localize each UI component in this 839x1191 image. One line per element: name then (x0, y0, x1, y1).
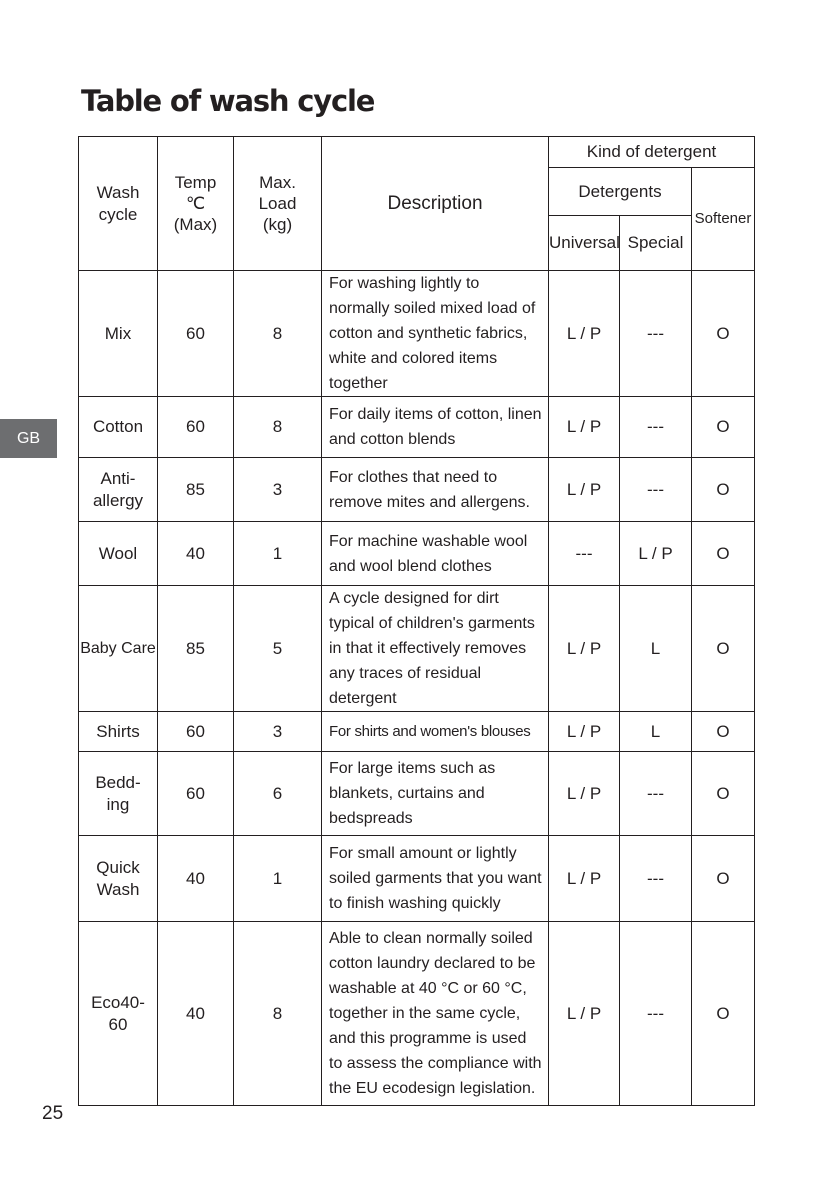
description-text: For daily items of cotton, linen and cotton blends (322, 397, 549, 458)
temp-value: 85 (158, 586, 234, 712)
special-value: L (620, 586, 692, 712)
description-text: For washing lightly to normally soiled mixed load of cotton and synthetic fabrics, white and colored items together (322, 271, 549, 397)
universal-value: L / P (549, 836, 620, 922)
temp-value: 60 (158, 397, 234, 458)
universal-value: L / P (549, 397, 620, 458)
softener-value: O (692, 397, 755, 458)
temp-value: 40 (158, 836, 234, 922)
softener-value: O (692, 458, 755, 522)
special-value: --- (620, 752, 692, 836)
header-wash-cycle: Wash cycle (79, 137, 158, 271)
softener-value: O (692, 271, 755, 397)
special-value: --- (620, 458, 692, 522)
temp-value: 60 (158, 271, 234, 397)
header-temp: Temp ℃ (Max) (158, 137, 234, 271)
page-number: 25 (42, 1103, 64, 1124)
table-row (79, 922, 755, 1106)
softener-value: O (692, 922, 755, 1106)
table-row (79, 458, 755, 522)
temp-value: 40 (158, 922, 234, 1106)
header-universal: Universal (549, 216, 620, 271)
header-description: Description (322, 137, 549, 271)
softener-value: O (692, 836, 755, 922)
softener-value: O (692, 586, 755, 712)
softener-value: O (692, 522, 755, 586)
table-row (79, 397, 755, 458)
wash-cycle-table (78, 136, 755, 1106)
cycle-name: Mix (79, 271, 158, 397)
universal-value: L / P (549, 922, 620, 1106)
temp-value: 40 (158, 522, 234, 586)
table-row (79, 836, 755, 922)
header-max-load: Max. Load (kg) (234, 137, 322, 271)
temp-value: 60 (158, 752, 234, 836)
load-value: 1 (234, 522, 322, 586)
universal-value: L / P (549, 271, 620, 397)
page-title: Table of wash cycle (81, 84, 375, 118)
universal-value: L / P (549, 586, 620, 712)
description-text: For machine washable wool and wool blend clothes (322, 522, 549, 586)
cycle-name: Shirts (79, 712, 158, 752)
table-row (79, 522, 755, 586)
header-softener: Softener (692, 168, 755, 271)
load-value: 5 (234, 586, 322, 712)
universal-value: --- (549, 522, 620, 586)
load-value: 6 (234, 752, 322, 836)
load-value: 3 (234, 458, 322, 522)
cycle-name: Wool (79, 522, 158, 586)
table-row (79, 712, 755, 752)
temp-value: 60 (158, 712, 234, 752)
language-tab: GB (0, 419, 57, 458)
load-value: 3 (234, 712, 322, 752)
cycle-name: Cotton (79, 397, 158, 458)
description-text: For clothes that need to remove mites and allergens. (322, 458, 549, 522)
universal-value: L / P (549, 458, 620, 522)
description-text: For large items such as blankets, curtains and bedspreads (322, 752, 549, 836)
cycle-name: Anti- allergy (79, 458, 158, 522)
cycle-name: Quick Wash (79, 836, 158, 922)
header-special: Special (620, 216, 692, 271)
softener-value: O (692, 752, 755, 836)
load-value: 8 (234, 922, 322, 1106)
cycle-name: Bedd- ing (79, 752, 158, 836)
description-text: For small amount or lightly soiled garments that you want to finish washing quickly (322, 836, 549, 922)
special-value: --- (620, 271, 692, 397)
cycle-name: Baby Care (79, 586, 158, 712)
special-value: --- (620, 922, 692, 1106)
table-row (79, 271, 755, 397)
special-value: --- (620, 836, 692, 922)
load-value: 8 (234, 397, 322, 458)
load-value: 1 (234, 836, 322, 922)
universal-value: L / P (549, 752, 620, 836)
description-text: Able to clean normally soiled cotton laundry declared to be washable at 40 °C or 60 °C, together in the same cycle, and this programme is used to assess the compliance with the EU ecodesign legislation. (322, 922, 549, 1106)
header-detergents: Detergents (549, 168, 692, 216)
special-value: L / P (620, 522, 692, 586)
header-kind-of-detergent: Kind of detergent (549, 137, 755, 168)
temp-value: 85 (158, 458, 234, 522)
description-text: For shirts and women's blouses (322, 712, 549, 752)
softener-value: O (692, 712, 755, 752)
special-value: --- (620, 397, 692, 458)
cycle-name: Eco40- 60 (79, 922, 158, 1106)
description-text: A cycle designed for dirt typical of children's garments in that it effectively removes any traces of residual detergent (322, 586, 549, 712)
table-row (79, 752, 755, 836)
table-row (79, 586, 755, 712)
universal-value: L / P (549, 712, 620, 752)
load-value: 8 (234, 271, 322, 397)
special-value: L (620, 712, 692, 752)
